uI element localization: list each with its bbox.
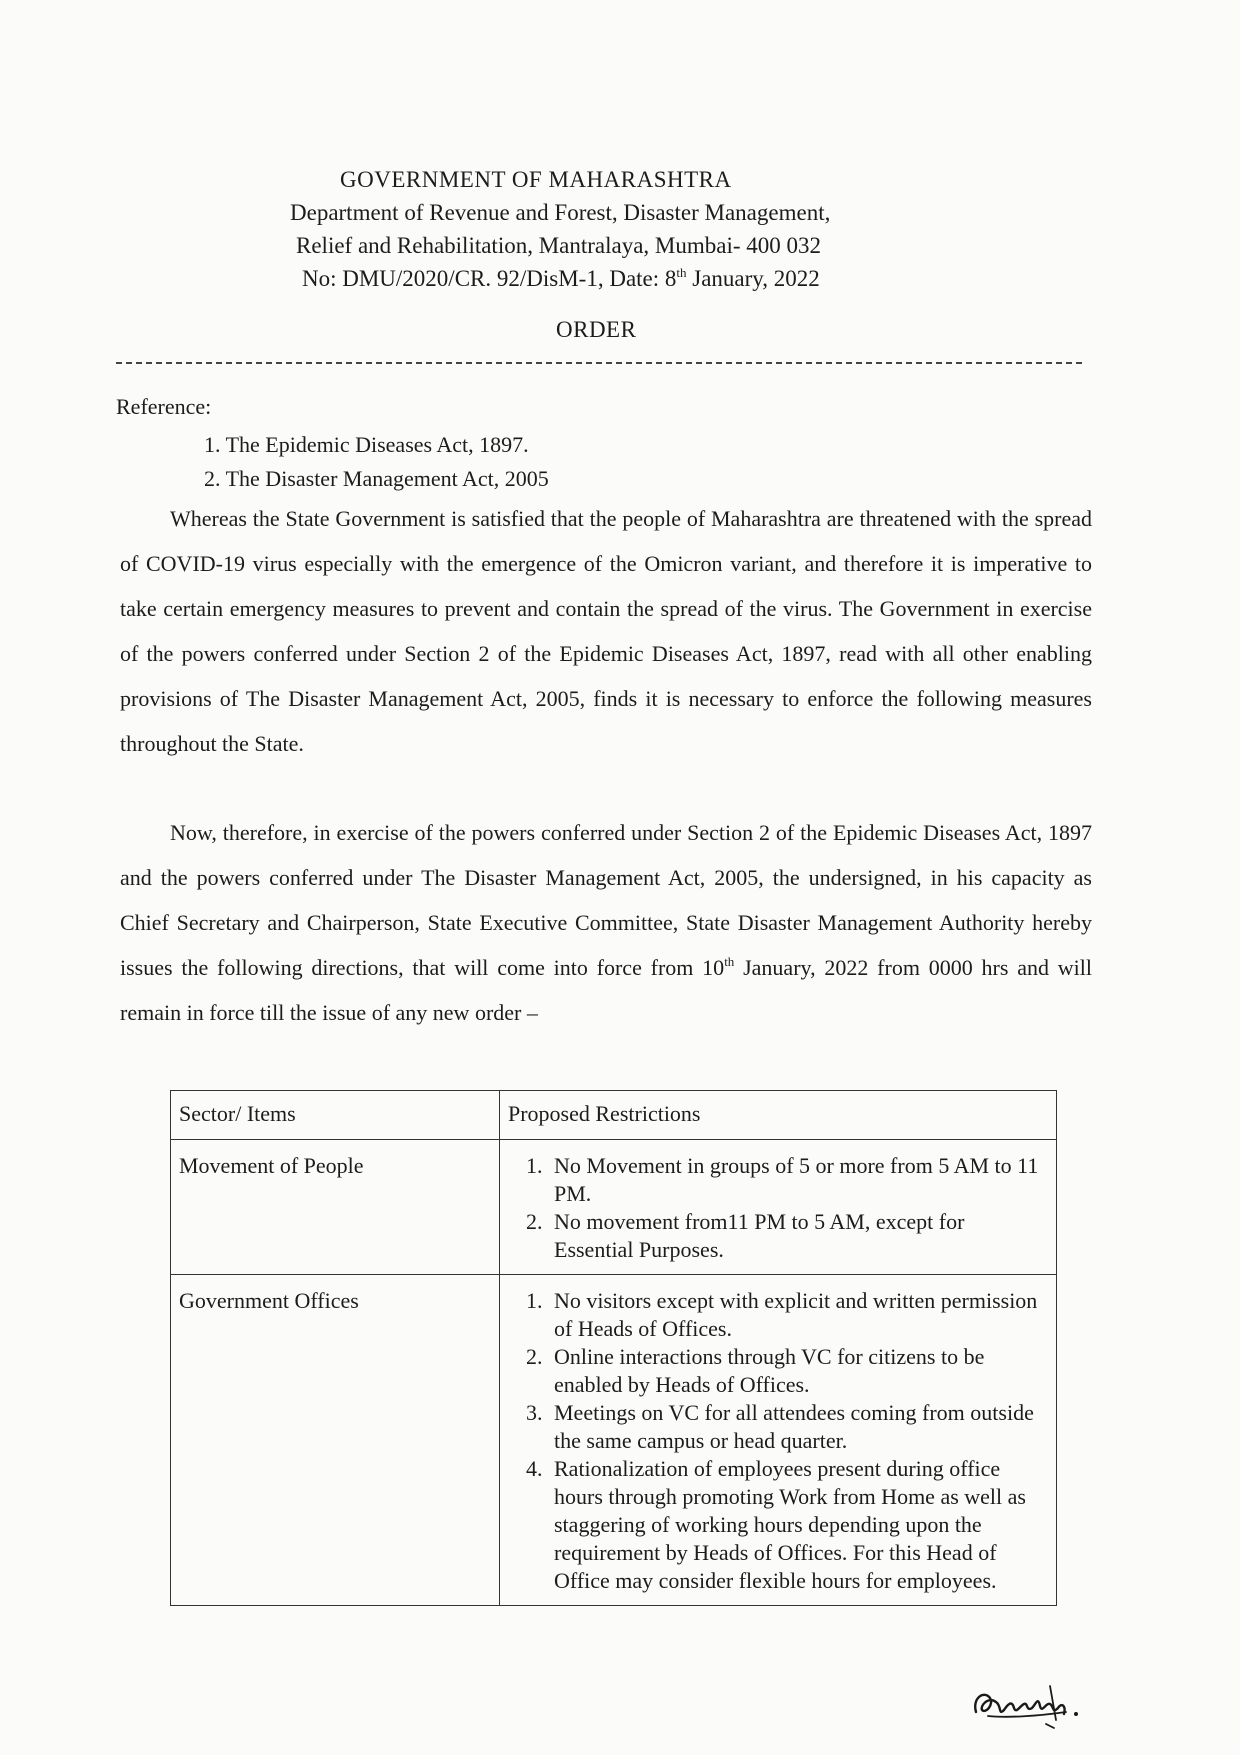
table-row (171, 1140, 1057, 1275)
restriction-item: 2. Online interactions through VC for citizens to be enabled by Heads of Offices. (548, 1343, 1048, 1399)
directions-text-after: January, 2022 from 0000 hrs and will remain in force till the issue of any new order – (120, 955, 1092, 1025)
preamble-paragraph: Whereas the State Government is satisfied that the people of Maharashtra are threatened with the spread of COVID-19 virus especially with the emergence of the Omicron variant, and therefore it is imperative to take certain emergency measures to prevent and contain the spread of the virus. The Government in exercise of the powers conferred under Section 2 of the Epidemic Diseases Act, 1897, read with all other enabling provisions of The Disaster Management Act, 2005, finds it is necessary to enforce the following measures throughout the State. (120, 506, 1092, 756)
reference-list (204, 428, 549, 496)
restriction-item: 1. No visitors except with explicit and written permission of Heads of Offices. (548, 1287, 1048, 1343)
restriction-item: 4. Rationalization of employees present during office hours through promoting Work from Home as well as staggering of working hours depending upon the requirement by Heads of Offices. For this Head of Office may consider flexible hours for employees. (548, 1455, 1048, 1595)
signature-icon (968, 1676, 1088, 1732)
dashed-divider (116, 362, 1082, 364)
department-address: Relief and Rehabilitation, Mantralaya, Mumbai- 400 032 (296, 233, 822, 258)
column-header-sector: Sector/ Items (171, 1091, 500, 1140)
table-header-row (171, 1091, 1057, 1140)
sector-cell: Movement of People (171, 1140, 500, 1275)
directions-paragraph (120, 810, 1092, 1035)
reference-label: Reference: (116, 394, 212, 419)
restrictions-cell (500, 1275, 1057, 1606)
reference-item: 1. The Epidemic Diseases Act, 1897. (204, 432, 529, 457)
restriction-item: 1. No Movement in groups of 5 or more from 5 AM to 11 PM. (548, 1152, 1048, 1208)
restriction-item: 3. Meetings on VC for all attendees coming from outside the same campus or head quarter. (548, 1399, 1048, 1455)
order-date-suffix: January, 2022 (686, 266, 820, 291)
directions-text-before: Now, therefore, in exercise of the powers conferred under Section 2 of the Epidemic Diseases Act, 1897 and the powers conferred under The Disaster Management Act, 2005, the undersigned, in his capacity as Chief Secretary and Chairperson, State Executive Committee, State Disaster Management Authority hereby issues the following directions, that will come into force from 10 (120, 820, 1092, 980)
column-header-restrictions: Proposed Restrictions (500, 1091, 1057, 1140)
reference-item: 2. The Disaster Management Act, 2005 (204, 466, 549, 491)
table-row (171, 1275, 1057, 1606)
restrictions-cell (500, 1140, 1057, 1275)
restrictions-list (508, 1152, 1048, 1264)
order-number-date (280, 262, 940, 295)
restrictions-table (170, 1090, 1057, 1606)
sector-cell: Government Offices (171, 1275, 500, 1606)
department-name: Department of Revenue and Forest, Disaster Management, (290, 200, 831, 225)
restriction-item: 2. No movement from11 PM to 5 AM, except for Essential Purposes. (548, 1208, 1048, 1264)
restrictions-list (508, 1287, 1048, 1595)
order-title: ORDER (556, 317, 637, 342)
government-name: GOVERNMENT OF MAHARASHTRA (340, 167, 732, 192)
date-ordinal-suffix: th (676, 265, 687, 280)
document-header (280, 163, 940, 295)
date-ordinal-suffix: th (724, 954, 735, 969)
order-number-prefix: No: DMU/2020/CR. 92/DisM-1, Date: 8 (302, 266, 677, 291)
